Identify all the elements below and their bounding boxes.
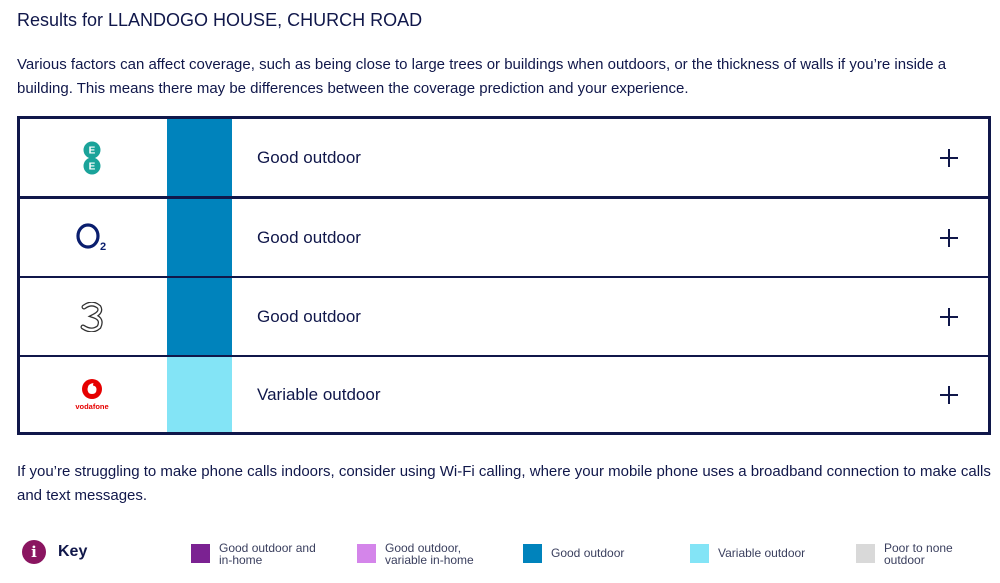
legend-text: Good outdoor and in-home [219, 541, 316, 567]
legend-swatch [357, 544, 376, 563]
coverage-status: Good outdoor [257, 147, 361, 167]
ee-logo-text: E [88, 161, 96, 172]
status-cell[interactable] [235, 278, 988, 355]
vodafone-logo-text: vodafone [75, 401, 109, 411]
legend-swatch [191, 544, 210, 563]
ee-logo-text: E [88, 145, 96, 156]
three-logo-icon [79, 302, 105, 332]
legend-text: Poor to none outdoor [884, 541, 953, 567]
result-row-vodafone[interactable] [20, 357, 988, 432]
operator-logo-cell [20, 357, 164, 432]
coverage-swatch [167, 357, 232, 432]
expand-plus-icon[interactable] [940, 386, 958, 404]
coverage-results-table [17, 116, 991, 435]
expand-plus-icon[interactable] [940, 308, 958, 326]
legend-swatch [690, 544, 709, 563]
wifi-calling-note: If you’re struggling to make phone calls indoors, consider using Wi-Fi calling, where your mobile phone uses a broadband connection to make calls and text messages. [17, 463, 991, 504]
svg-text:2: 2 [99, 240, 107, 253]
coverage-status: Good outdoor [257, 227, 361, 247]
operator-logo-cell [20, 278, 164, 355]
expand-plus-icon[interactable] [940, 149, 958, 167]
vodafone-logo-icon [70, 378, 114, 412]
result-row-o2[interactable] [20, 199, 988, 276]
coverage-key [22, 540, 992, 566]
result-row-ee[interactable] [20, 119, 988, 196]
status-cell[interactable] [235, 199, 988, 276]
coverage-swatch [167, 199, 232, 276]
status-cell[interactable] [235, 119, 988, 196]
result-row-three[interactable] [20, 278, 988, 355]
coverage-intro-text: Various factors can affect coverage, such as being close to large trees or buildings when outdoors, or the thickness of walls if you’re inside a building. This means there may be differences between the coverage prediction and your experience. [17, 56, 947, 97]
status-cell[interactable] [235, 357, 988, 432]
o2-logo-icon [75, 223, 109, 253]
legend-swatch [523, 544, 542, 563]
legend-text: Variable outdoor [718, 546, 806, 560]
coverage-swatch [167, 119, 232, 196]
page-title: Results for LLANDOGO HOUSE, CHURCH ROAD [17, 10, 423, 30]
coverage-status: Variable outdoor [257, 384, 381, 404]
info-icon[interactable]: i [22, 540, 46, 564]
legend-text: Good outdoor, variable in-home [385, 541, 474, 567]
coverage-swatch [167, 278, 232, 355]
operator-logo-cell [20, 199, 164, 276]
expand-plus-icon[interactable] [940, 229, 958, 247]
key-label: Key [58, 543, 88, 560]
operator-logo-cell [20, 119, 164, 196]
coverage-status: Good outdoor [257, 306, 361, 326]
ee-logo-icon [82, 141, 102, 175]
legend-swatch [856, 544, 875, 563]
legend-text: Good outdoor [551, 546, 625, 560]
